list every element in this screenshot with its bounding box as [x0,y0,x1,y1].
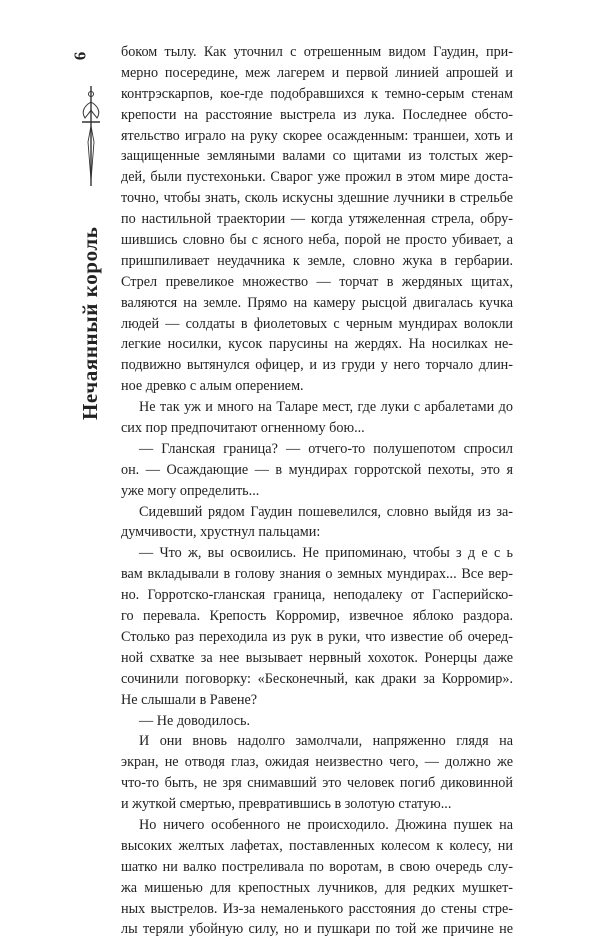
text-line: шатко ни валко постреливала по воротам, в свою очередь слу- [121,858,513,875]
text-line: валяются на земле. Прямо на камеру рысцой двигалась кучка [121,294,513,311]
text-line: крепости на расстояние выстрела из лука. Последнее обсто- [121,106,513,123]
text-line: людей — солдаты в фиолетовых с черным мундирах волокли [121,315,513,332]
text-line: го перевала. Крепость Корромир, извечное яблоко раздора. [121,608,513,625]
text-line: вам вкладывали в голову знания о земных мундирах... Все вер- [121,566,513,583]
text-line: — Гланская граница? — отчего-то полушепотом спросил [139,440,513,457]
text-line: Стрел превеликое множество — торчат в жердяных щитах, [121,273,513,290]
text-line: ное древко с алым оперением. [121,378,304,395]
page-number: 6 [70,51,90,61]
text-line: боком тылу. Как уточнил с отрешенным видом Гаудин, при- [121,44,513,60]
text-line: ятельство играло на руку скорее осажденным: траншеи, хоть и [121,127,513,144]
text-line: что-то быть, не зря снимавший это человек погиб диковинной [121,775,513,792]
text-line: лы теряли убойную силу, но и пушкари по той же причине не [121,921,513,938]
text-line: но. Горротско-гланская граница, неподалеку от Гасперийско- [121,587,513,604]
text-line: защищенные земляными валами со щитами из толстых жер- [121,148,513,165]
text-line: контрэскарпов, кое-где подобравшихся к темно-серым стенам [121,85,513,102]
text-line: подвижно вытянулся офицер, и из груди у него торчало длин- [121,357,513,374]
running-title: Нечаянный король [78,226,102,420]
text-line: точно, чтобы знать, сколь искусны здешние лучники в стрельбе [121,190,513,207]
text-line: он. — Осаждающие — в мундирах горротской пехоты, это я [121,461,513,478]
text-line: по настильной траектории — когда утяжеленная стрела, обру- [121,211,513,228]
text-line: легкие носилки, кусок парусины на жердях. На носилках не- [121,336,513,353]
text-line: Сидевший рядом Гаудин пошевелился, словно выйдя из за- [139,503,513,520]
text-line: мерно посередине, меж лагерем и первой линией апрошей и [121,64,513,81]
text-line: Но ничего особенного не происходило. Дюжина пушек на [139,816,513,833]
text-line: сих пор предпочитают огненному бою... [121,420,365,437]
text-line: сочинили поговорку: «Бесконечный, как драки за Корромир». [121,670,513,687]
text-line: шившись словно бы с ясного неба, порой не просто убивает, а [121,232,513,249]
text-line: думчивости, хрустнул пальцами: [121,524,321,541]
text-line: Не слышали в Равене? [121,691,258,708]
text-line: и жуткой смертью, превратившись в золотую статую... [121,796,452,813]
text-line: — Не доводилось. [139,712,251,729]
text-line: экран, не отводя глаз, ожидая неизвестно чего, — должно же [121,754,513,771]
text-line: высоких желтых лафетах, поставленных колесом к колесу, ни [121,837,513,854]
text-line: — Что ж, вы освоились. Не припоминаю, чтобы з д е с ь [139,545,513,562]
text-line: ных выстрелов. Из-за немаленького расстояния до стены стре- [121,900,513,917]
text-line: пришпиливает неудачника к земле, словно жука в гербарии. [121,252,513,269]
text-line: Столько раз переходила из рук в руки, что известие об очеред- [121,628,513,645]
text-line: жа мишенью для крепостных лучников, для редких мушкет- [121,879,513,896]
text-line: Не так уж и много на Таларе мест, где луки с арбалетами до [139,399,513,416]
text-line: уже могу определить... [121,482,260,499]
body-text [121,42,513,940]
text-line: И они вновь надолго замолчали, напряженно глядя на [139,733,513,750]
text-line: ной схватке за нее вызывает нервный хохоток. Ронерцы даже [121,649,513,666]
text-line: дей, были пустехоньки. Сварог уже прожил в этом мире доста- [121,169,513,186]
